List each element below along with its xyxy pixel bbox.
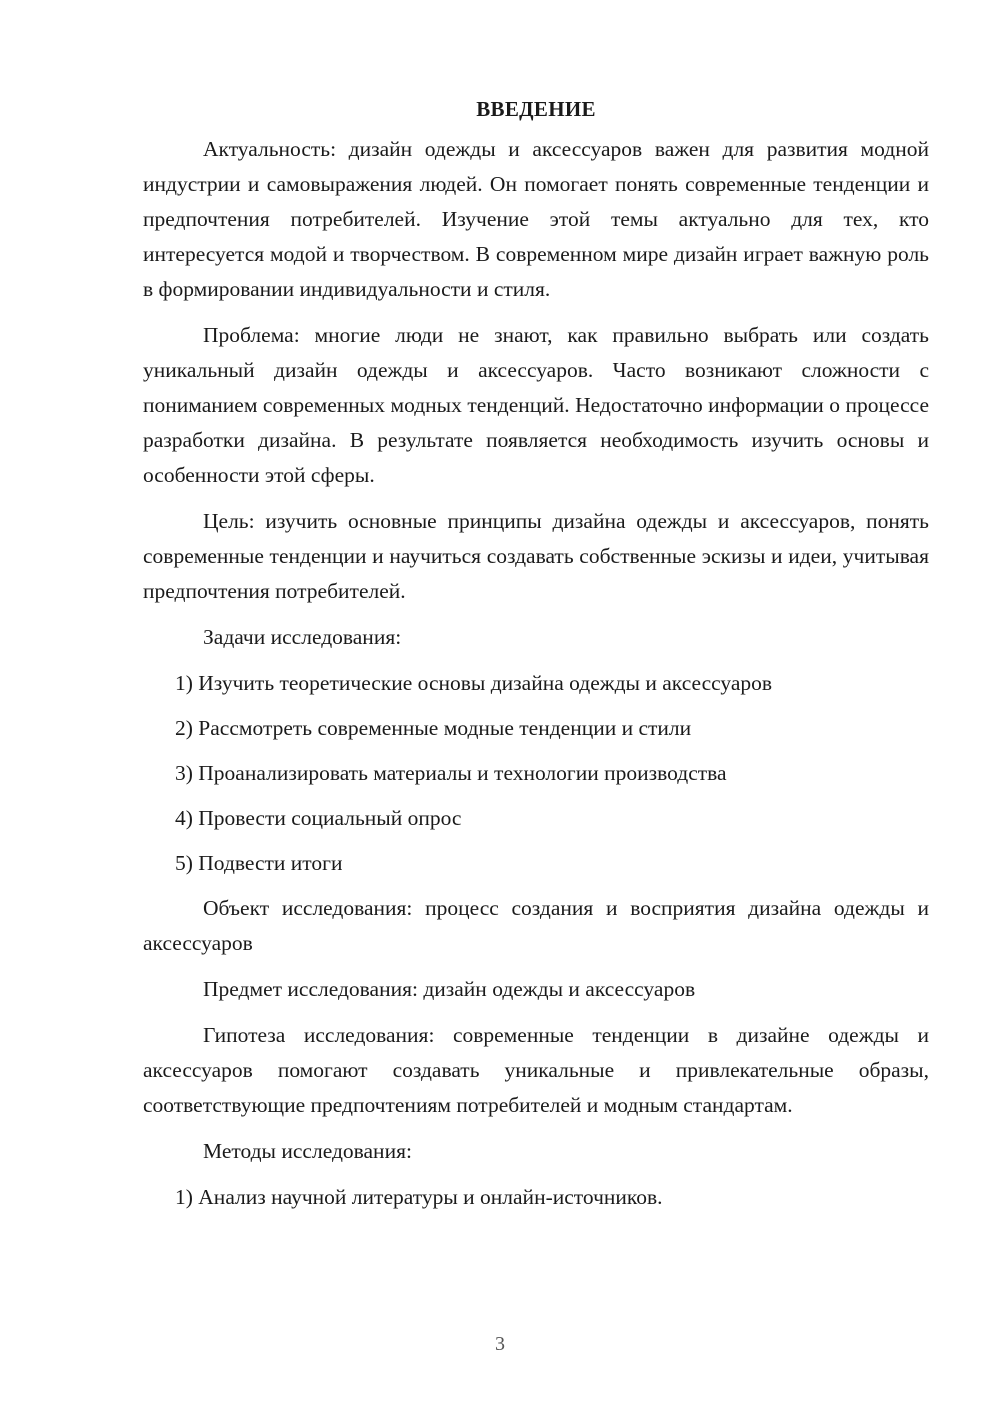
methods-heading: Методы исследования: [203, 1139, 412, 1163]
subject-paragraph: Предмет исследования: дизайн одежды и аксессуаров [203, 977, 696, 1001]
page-title: ВВЕДЕНИЕ [476, 97, 596, 121]
hypothesis-paragraph: Гипотеза исследования: современные тенденции в дизайне одежды и аксессуаров помогают создавать уникальные и привлекательные образы, соответствующие предпочтениям потребителей и модным стандартам. [143, 1023, 929, 1117]
list-item: 3) Проанализировать материалы и технологии производства [175, 761, 727, 785]
problem-paragraph: Проблема: многие люди не знают, как правильно выбрать или создать уникальный дизайн одежды и аксессуаров. Часто возникают сложности с пониманием современных модных тенденций. Недостаточно информации о процессе разработки дизайна. В результате появляется необходимость изучить основы и особенности этой сферы. [143, 323, 929, 487]
list-item: 1) Изучить теоретические основы дизайна одежды и аксессуаров [175, 671, 773, 695]
list-item: 1) Анализ научной литературы и онлайн-источников. [175, 1185, 663, 1209]
document-page [143, 92, 929, 1225]
relevance-paragraph: Актуальность: дизайн одежды и аксессуаров важен для развития модной индустрии и самовыражения людей. Он помогает понять современные тенденции и предпочтения потребителей. Изучение этой темы актуально для тех, кто интересуется модой и творчеством. В современном мире дизайн играет важную роль в формировании индивидуальности и стиля. [143, 137, 929, 301]
tasks-list [143, 666, 929, 881]
list-item: 2) Рассмотреть современные модные тенденции и стили [175, 716, 692, 740]
page-number: 3 [495, 1333, 505, 1355]
list-item: 4) Провести социальный опрос [175, 806, 462, 830]
goal-paragraph: Цель: изучить основные принципы дизайна одежды и аксессуаров, понять современные тенденции и научиться создавать собственные эскизы и идеи, учитывая предпочтения потребителей. [143, 509, 929, 603]
methods-list [143, 1180, 929, 1215]
list-item: 5) Подвести итоги [175, 851, 343, 875]
tasks-heading: Задачи исследования: [203, 625, 402, 649]
object-paragraph: Объект исследования: процесс создания и восприятия дизайна одежды и аксессуаров [143, 896, 929, 955]
